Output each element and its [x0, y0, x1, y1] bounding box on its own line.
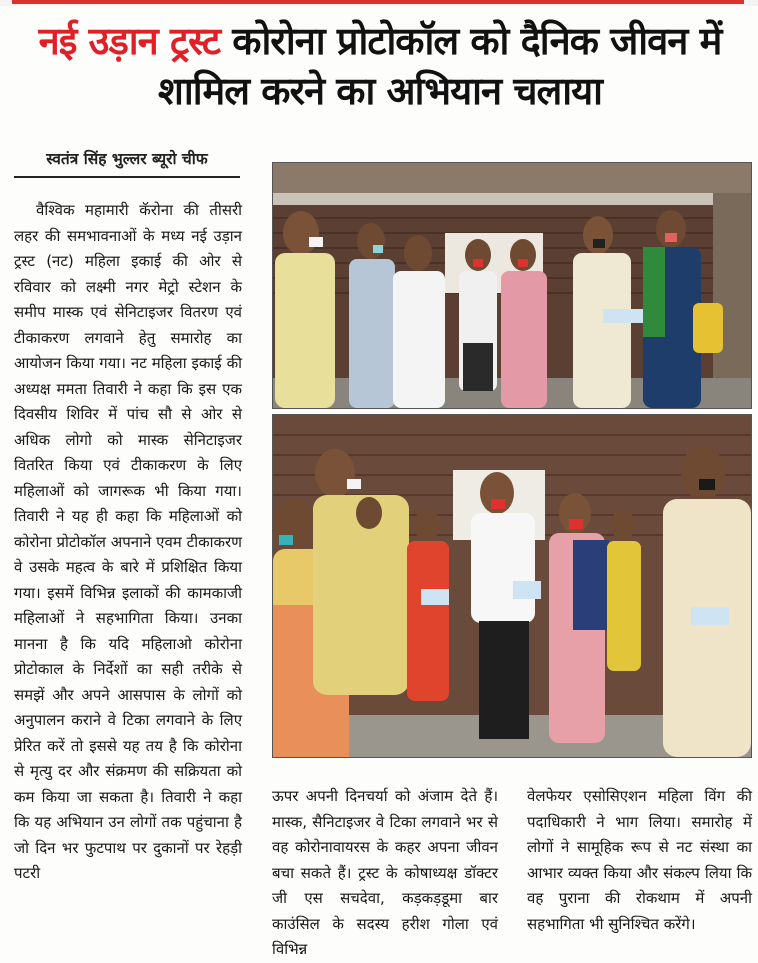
article-column-3	[527, 784, 752, 937]
article-column-2-text: ऊपर अपनी दिनचर्या को अंजाम देते हैं। मास्क, सैनिटाइजर वे टिका लगवाने भर से वह कोरोनावायरस के कहर अपना जीवन बचा सकते हैं। ट्रस्ट के कोषाध्यक्ष डॉक्टर जी एस सचदेवा, कड़कड़डूमा बार काउंसिल के सदस्य हरीश गोला एवं विभिन्न	[272, 787, 498, 958]
headline-black-part: कोरोना प्रोटोकॉल को दैनिक जीवन में शामिल करने का अभियान चलाया	[158, 19, 722, 113]
event-photo-bottom-image	[273, 415, 751, 757]
byline-text: स्वतंत्र सिंह भुल्लर ब्यूरो चीफ	[46, 150, 208, 168]
byline	[14, 144, 240, 178]
article-column-2	[272, 784, 498, 963]
top-page-strip	[0, 0, 758, 6]
headline	[12, 16, 748, 116]
event-photo-top-image	[273, 163, 751, 408]
event-photo-bottom	[272, 414, 752, 758]
headline-red-part: नई उड़ान ट्रस्ट	[38, 19, 221, 63]
header-red-rule	[12, 0, 744, 4]
article-column-1-text: वैश्विक महामारी कॅरोना की तीसरी लहर की समभावनाओं के मध्य नई उड़ान ट्रस्ट (नट) महिला इकाई की ओर से रविवार को लक्ष्मी नगर मेट्रो स्टेशन के समीप मास्क एवं सेनिटाइजर वितरण एवं टीकाकरण लगवाने हेतु समारोह का आयोजन किया गया। नट महिला इकाई की अध्यक्ष ममता तिवारी ने कहा कि इस एक दिवसीय शिविर में पांच सौ से ओर से अधिक लोगो को मास्क सेनिटाइजर वितरित किया एवं टीकाकरण के लिए महिलाओं को जागरूक भी किया गया। तिवारी ने यह ही कहा कि महिलाओं को कोरोना प्रोटोकॉल अपनाने एवम टीकाकरण वे उसके महत्व के बारे में प्रशिक्षित किया गया। इसमें विभिन्न इलाकों की कामकाजी महिलाओं ने सहभागिता किया। उनका मानना है कि यदि महिलाओ कोरोना प्रोटोकाल के निर्देशों का सही तरीके से समझें और अपने आसपास के लोगों को अनुपालन कराने वे टिका लगवाने के लिए प्रेरित करें तो इससे यह तय है कि कोरोना से मृत्यु दर और संक्रमण की सक्रियता को कम किया जा सकता है। तिवारी ने कहा कि यह अभियान उन लोगों तक पहुंचाना है जो दिन भर फुटपाथ पर दुकानों पर रेहड़ी पटरी	[14, 201, 242, 882]
article-column-3-text: वेलफेयर एसोसिएशन महिला विंग की पदाधिकारी ने भाग लिया। समारोह में लोगों ने सामूहिक रूप से नट संस्था का आभार व्यक्त किया और संकल्प लिया कि वह पुराना की रोकथाम में अपनी सहभागिता भी सुनिश्चित करेंगे।	[527, 787, 752, 933]
article-column-1	[14, 198, 242, 887]
event-photo-top	[272, 162, 752, 409]
